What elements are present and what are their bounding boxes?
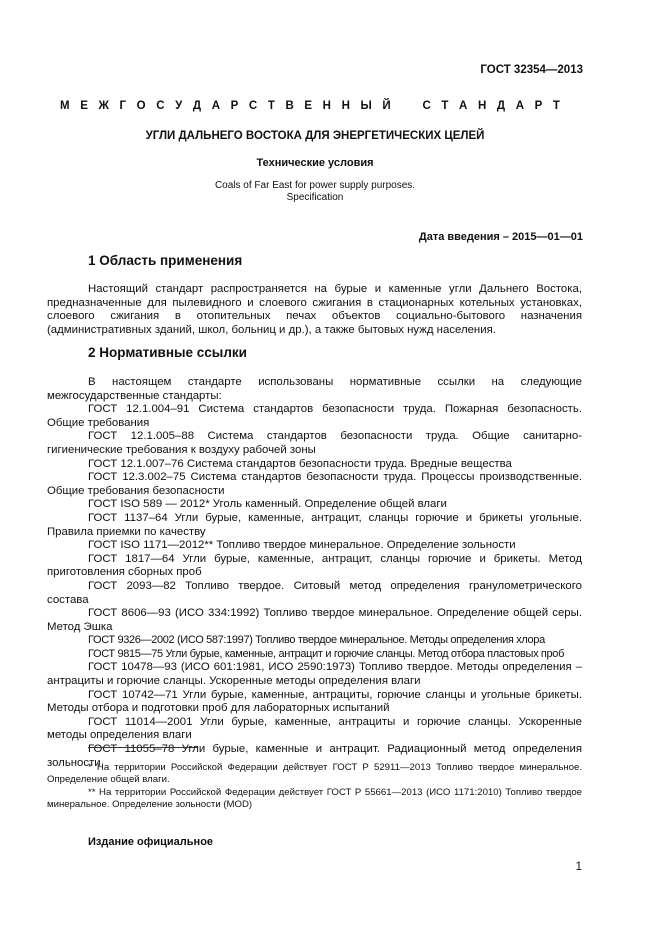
banner-letter: С bbox=[248, 100, 258, 112]
official-edition-label: Издание официальное bbox=[88, 836, 214, 848]
banner-letter: Ж bbox=[98, 100, 109, 112]
reference-item: ГОСТ 1817—64 Угли бурые, каменные, антрацит, сланцы горючие и брикеты. Метод приготовления сборных проб bbox=[47, 552, 582, 579]
banner-letter: Ы bbox=[360, 100, 372, 112]
reference-item: ГОСТ 8606—93 (ИСО 334:1992) Топливо твердое минеральное. Определение общей серы. Метод Эшка bbox=[47, 607, 582, 633]
banner-letter: С bbox=[156, 100, 165, 112]
document-title: УГЛИ ДАЛЬНЕГО ВОСТОКА ДЛЯ ЭНЕРГЕТИЧЕСКИХ ЦЕЛЕЙ bbox=[145, 130, 485, 142]
reference-item: ГОСТ 12.3.002–75 Система стандартов безопасности труда. Процессы производственные. Общие требования безопасности bbox=[47, 471, 582, 497]
page-number: 1 bbox=[575, 861, 582, 873]
banner-letter: А bbox=[211, 100, 221, 112]
scope-paragraph: Настоящий стандарт распространяется на бурые и каменные угли Дальнего Востока, предназначенные для пылевидного и слоевого сжигания в стационарных котельных установках, слоевого сжигания в отопительных печах объектов социально-бытового назначения (административных зданий, школ, больниц и др.), а также бытовых нужд населения. bbox=[47, 283, 582, 336]
section-heading-normative-references: 2 Нормативные ссылки bbox=[88, 345, 247, 360]
footnotes bbox=[47, 762, 582, 812]
reference-item: ГОСТ 9326—2002 (ИСО 587:1997) Топливо твердое минеральное. Методы определения хлора bbox=[88, 634, 545, 647]
scope-section bbox=[47, 283, 582, 337]
banner-letter: М bbox=[60, 100, 70, 112]
english-title-line: Specification bbox=[286, 192, 344, 203]
reference-item: ГОСТ 2093—82 Топливо твердое. Ситовый метод определения гранулометрического состава bbox=[47, 579, 582, 606]
footnote: * На территории Российской Федерации действует ГОСТ Р 52911—2013 Топливо твердое минеральное. Определение общей влаги. bbox=[47, 762, 582, 786]
reference-item: ГОСТ ISO 1171—2012** Топливо твердое минеральное. Определение зольности bbox=[88, 539, 516, 552]
normative-references-list bbox=[47, 376, 582, 770]
reference-item: ГОСТ 10742—71 Угли бурые, каменные, антрациты, горючие сланцы и угольные брикеты. Методы отбора и подготовки проб для лабораторных испытаний bbox=[47, 688, 582, 715]
banner-letter: Г bbox=[119, 100, 127, 112]
banner-letter: Й bbox=[382, 100, 391, 112]
reference-item: ГОСТ 1137–64 Угли бурые, каменные, антрацит, сланцы горючие и брикеты угольные. Правила приемки по качеству bbox=[47, 511, 582, 538]
interstate-standard-banner bbox=[60, 100, 560, 114]
banner-letter: С bbox=[422, 100, 431, 112]
reference-item: ГОСТ 11014—2001 Угли бурые, каменные, антрациты и горючие сланцы. Ускоренные методы определения влаги bbox=[47, 715, 582, 742]
introduction-date: Дата введения – 2015—01—01 bbox=[418, 231, 583, 243]
banner-letter: Т bbox=[267, 100, 275, 112]
document-subtitle: Технические условия bbox=[256, 157, 374, 169]
banner-letter: Т bbox=[441, 100, 449, 112]
english-title-line: Coals of Far East for power supply purposes. bbox=[214, 180, 416, 191]
reference-intro: В настоящем стандарте использованы нормативные ссылки на следующие межгосударственные стандарты: bbox=[47, 376, 582, 402]
reference-item: ГОСТ 12.1.005–88 Система стандартов безопасности труда. Общие санитарно-гигиенические требования к воздуху рабочей зоны bbox=[47, 430, 582, 456]
reference-item: ГОСТ 11055–78 Угли бурые, каменные и антрацит. Радиационный метод определения зольности bbox=[47, 743, 582, 769]
banner-letter: Н bbox=[322, 100, 331, 112]
english-title bbox=[48, 180, 582, 204]
banner-letter: Н bbox=[477, 100, 487, 112]
banner-letter: Е bbox=[304, 100, 313, 112]
banner-letter: Н bbox=[341, 100, 350, 112]
banner-letter: В bbox=[285, 100, 294, 112]
banner-letter: О bbox=[136, 100, 146, 112]
footnote-divider bbox=[88, 747, 198, 748]
section-heading-scope: 1 Область применения bbox=[88, 253, 243, 268]
banner-letter: Р bbox=[230, 100, 239, 112]
document-code: ГОСТ 32354—2013 bbox=[480, 64, 583, 76]
reference-item: ГОСТ ISO 589 — 2012* Уголь каменный. Определение общей влаги bbox=[88, 498, 447, 511]
reference-item: ГОСТ 12.1.004–91 Система стандартов безопасности труда. Пожарная безопасность. Общие требования bbox=[47, 403, 582, 429]
banner-letter: А bbox=[515, 100, 525, 112]
footnote: ** На территории Российской Федерации действует ГОСТ Р 55661—2013 (ИСО 1171:2010) Топливо твердое минеральное. Определение зольности (MOD) bbox=[47, 786, 582, 811]
banner-letter: У bbox=[175, 100, 183, 112]
reference-item: ГОСТ 10478—93 (ИСО 601:1981, ИСО 2590:1973) Топливо твердое. Методы определения – антрациты и горючие сланцы. Ускоренные методы определения влаги bbox=[47, 661, 582, 688]
banner-letter: Р bbox=[534, 100, 543, 112]
reference-item: ГОСТ 9815—75 Угли бурые, каменные, антрацит и горючие сланцы. Метод отбора пластовых проб bbox=[88, 647, 565, 660]
reference-item: ГОСТ 12.1.007–76 Система стандартов безопасности труда. Вредные вещества bbox=[88, 457, 512, 470]
banner-letter: А bbox=[459, 100, 468, 112]
banner-letter: Д bbox=[192, 100, 202, 112]
banner-letter: Е bbox=[80, 100, 88, 112]
banner-letter: Д bbox=[496, 100, 506, 112]
banner-letter: Т bbox=[552, 100, 560, 112]
